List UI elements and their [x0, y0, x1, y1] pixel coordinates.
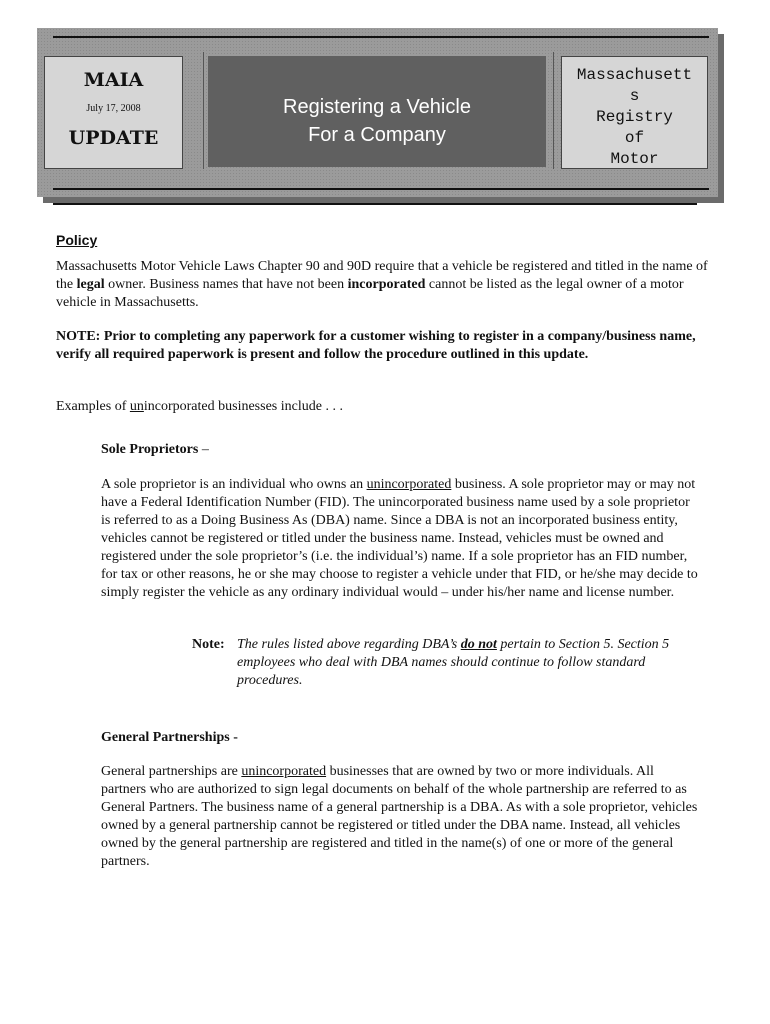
page-title-line2: For a Company	[308, 124, 446, 146]
registry-line: s	[629, 87, 640, 105]
maia-title: MAIA	[83, 69, 144, 91]
general-partnerships-heading: General Partnerships -	[101, 730, 238, 745]
examples-line: Examples of unincorporated businesses include . . .	[56, 399, 343, 414]
top-rule	[53, 36, 709, 38]
policy-note: NOTE: Prior to completing any paperwork for a customer wishing to register in a company/business name, verify all required paperwork is present and follow the procedure outlined in this update.	[56, 329, 696, 362]
registry-box	[561, 56, 708, 169]
sole-proprietors-paragraph: A sole proprietor is an individual who owns an unincorporated business. A sole proprietor may or may not have a Federal Identification Number (FID). The unincorporated business name used by a sole proprietor is referred to as a Doing Business As (DBA) name. Since a DBA is not an incorporated business entity, vehicles cannot be registered or titled under the business name. Instead, vehicles must be owned and registered under the sole proprietor’s (i.e. the individual’s) name. If a sole proprietor has an FID number, for tax or other reasons, he or she may choose to register a vehicle under that FID, or he/she may decide to simply register the vehicle as any ordinary individual would – under his/her name and license number.	[101, 477, 698, 600]
policy-paragraph: Massachusetts Motor Vehicle Laws Chapter 90 and 90D require that a vehicle be registered and titled in the name of the legal owner. Business names that have not been incorporated cannot be listed as the legal owner of a motor vehicle in Massachusetts.	[56, 259, 708, 310]
sole-proprietors-heading: Sole Proprietors –	[101, 442, 209, 457]
policy-heading: Policy	[56, 232, 98, 248]
registry-line: of	[624, 129, 645, 147]
banner-bottom-rule	[53, 188, 709, 190]
note-label: Note:	[192, 637, 225, 652]
registry-line: Motor	[610, 150, 659, 168]
maia-update-box	[44, 56, 183, 169]
note-text: The rules listed above regarding DBA’s do not pertain to Section 5. Section 5 employees who deal with DBA names should continue to follow standard procedures.	[237, 637, 670, 688]
registry-line: Registry	[596, 108, 673, 126]
update-label: UPDATE	[68, 127, 159, 149]
registry-line: Massachusett	[576, 66, 693, 84]
update-date: July 17, 2008	[86, 103, 141, 114]
page-header-rule	[53, 203, 697, 205]
page-title-box	[208, 56, 546, 167]
page-title-line1: Registering a Vehicle	[283, 96, 471, 118]
general-partnerships-paragraph: General partnerships are unincorporated businesses that are owned by two or more individuals. All partners who are authorized to sign legal documents on behalf of the whole partnership are referred to as General Partners. The business name of a general partnership is a DBA. As with a sole proprietor, vehicles owned by a general partnership cannot be registered or titled under the DBA name. Instead, all vehicles owned by the general partnership are registered and titled in the name(s) of one or more of the general partners.	[101, 764, 698, 869]
